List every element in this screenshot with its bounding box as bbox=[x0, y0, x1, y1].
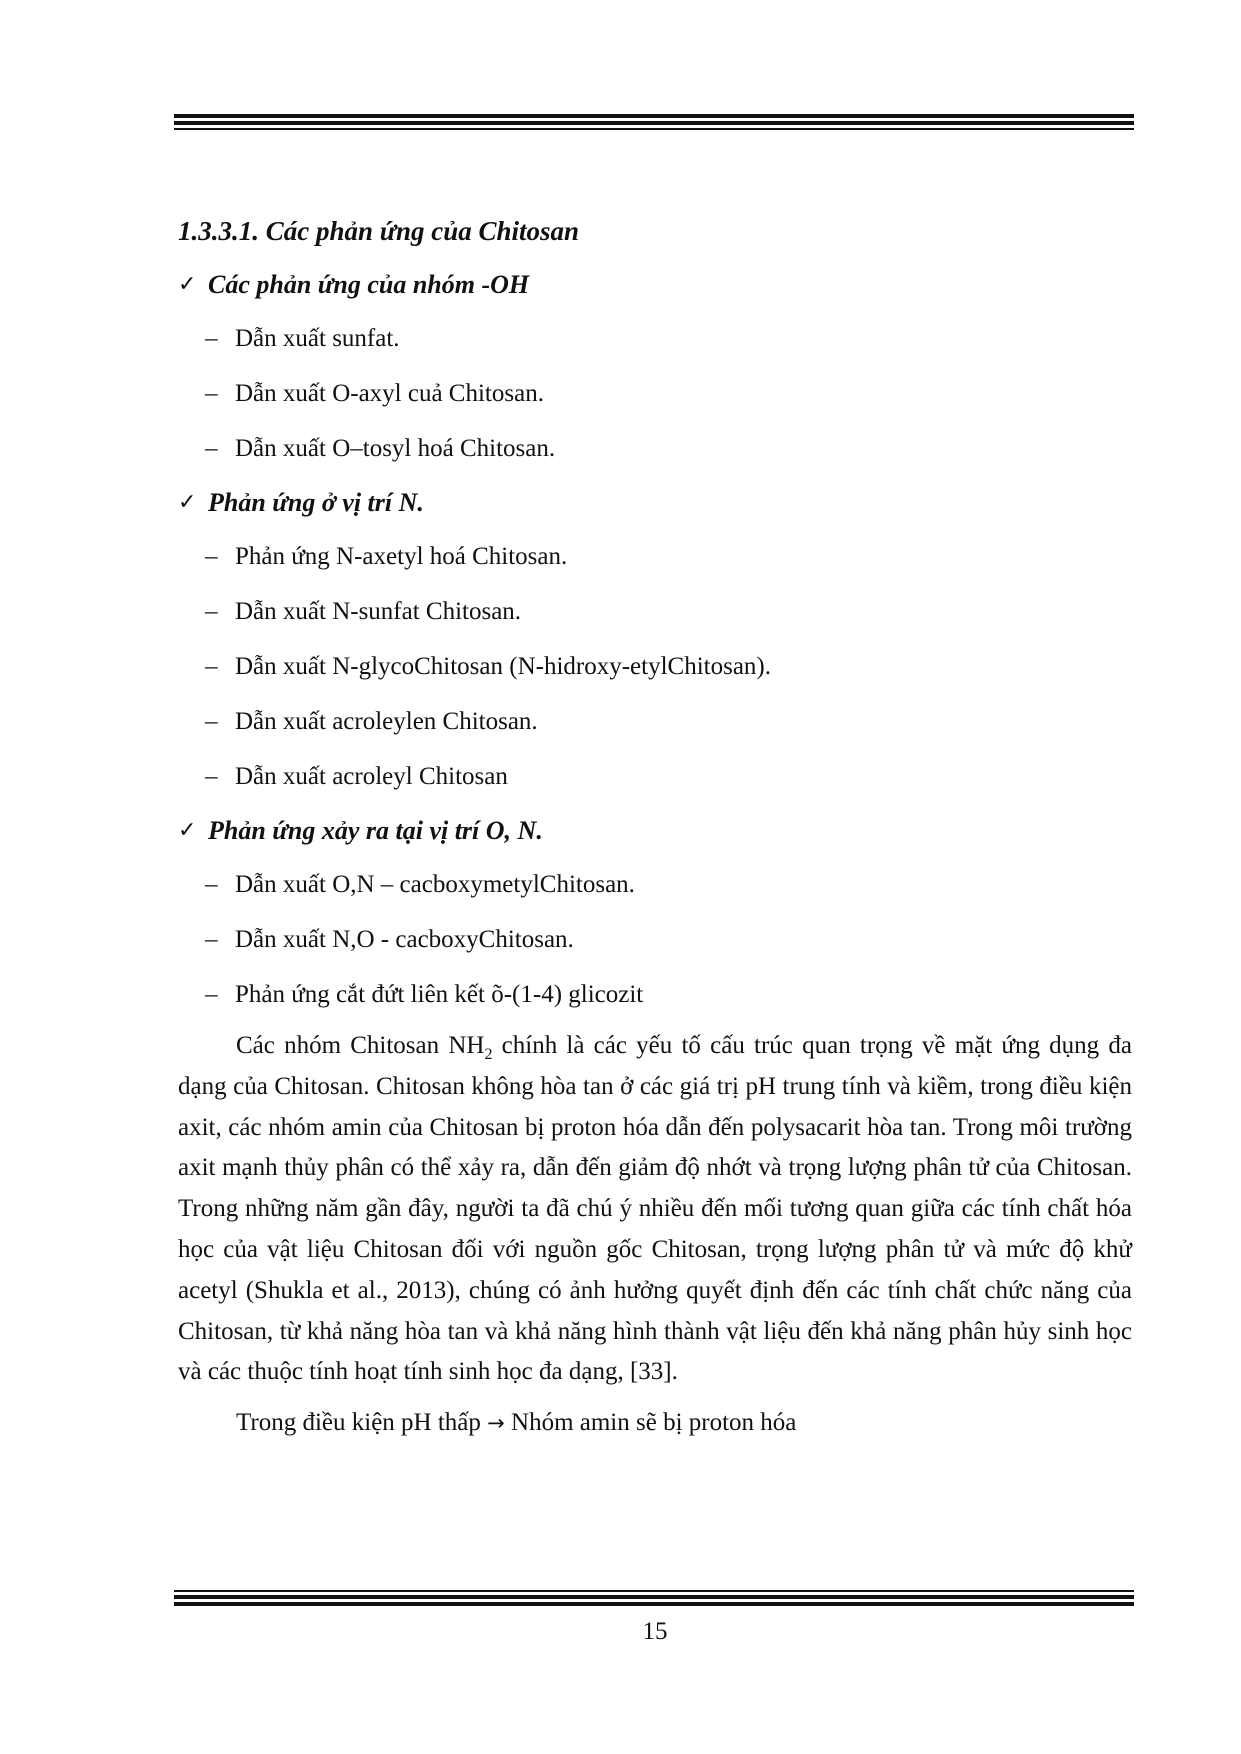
section-heading: 1.3.3.1. Các phản ứng của Chitosan bbox=[178, 216, 580, 246]
list-item: – Dẫn xuất acroleylen Chitosan. bbox=[178, 694, 1132, 749]
list-item: – Dẫn xuất O-axyl cuả Chitosan. bbox=[178, 366, 1132, 421]
check-icon: ✓ bbox=[178, 490, 197, 515]
dash-icon: – bbox=[205, 871, 218, 898]
dash-icon: – bbox=[205, 380, 218, 407]
dash-icon: – bbox=[205, 926, 218, 953]
list-item: – Phản ứng N-axetyl hoá Chitosan. bbox=[178, 529, 1132, 584]
list-item: – Dẫn xuất N-sunfat Chitosan. bbox=[178, 584, 1132, 639]
list-item: – Dẫn xuất acroleyl Chitosan bbox=[178, 749, 1132, 804]
list-item: – Phản ứng cắt đứt liên kết õ-(1-4) glicozit bbox=[178, 967, 1132, 1022]
arrow-right-icon: → bbox=[487, 1411, 505, 1436]
dash-icon: – bbox=[205, 543, 218, 570]
summary-line: Trong điều kiện pH thấp → Nhóm amin sẽ bị proton hóa bbox=[236, 1409, 797, 1437]
section-title: ✓ Phản ứng xảy ra tại vị trí O, N. bbox=[178, 804, 1132, 857]
list-item: – Dẫn xuất sunfat. bbox=[178, 311, 1132, 366]
body-paragraph: Các nhóm Chitosan $NH_2$ chính là các yếu tố cấu trúc quan trọng về mặt ứng dụng đa dạng của Chitosan. Chitosan không hòa tan ở các giá trị pH trung tính và kiềm, trong điều kiện axit, các nhóm amin của Chitosan bị proton hóa dẫn đến polysacarit hòa tan. Trong môi trường axit mạnh thủy phân có thể xảy ra, dẫn đến giảm độ nhớt và trọng lượng phân tử của Chitosan. Trong những năm gần đây, người ta đã chú ý nhiều đến mối tương quan giữa các tính chất hóa học của vật liệu Chitosan đối với nguồn gốc Chitosan, trọng lượng phân tử và mức độ khử acetyl (Shukla et al., 2013), chúng có ảnh hưởng quyết định đến các tính chất chức năng của Chitosan, từ khả năng hòa tan và khả năng hình thành vật liệu đến khả năng phân hủy sinh học và các thuộc tính hoạt tính sinh học đa dạng, [33]. bbox=[178, 1032, 1132, 1386]
footer-rule bbox=[174, 1590, 1134, 1610]
dash-icon: – bbox=[205, 653, 218, 680]
section-title: ✓ Các phản ứng của nhóm -OH bbox=[178, 258, 1132, 311]
dash-icon: – bbox=[205, 598, 218, 625]
list-item: – Dẫn xuất O,N – cacboxymetylChitosan. bbox=[178, 857, 1132, 912]
page-number: 15 bbox=[642, 1618, 668, 1645]
section-title: ✓ Phản ứng ở vị trí N. bbox=[178, 476, 1132, 529]
check-icon: ✓ bbox=[178, 272, 197, 297]
dash-icon: – bbox=[205, 325, 218, 352]
dash-icon: – bbox=[205, 708, 218, 735]
dash-icon: – bbox=[205, 981, 218, 1008]
check-icon: ✓ bbox=[178, 818, 197, 843]
list-item: – Dẫn xuất N-glycoChitosan (N-hidroxy-etylChitosan). bbox=[178, 639, 1132, 694]
page-content bbox=[178, 205, 1132, 1443]
dash-icon: – bbox=[205, 435, 218, 462]
dash-icon: – bbox=[205, 763, 218, 790]
list-item: – Dẫn xuất N,O - cacboxyChitosan. bbox=[178, 912, 1132, 967]
header-rule bbox=[174, 114, 1134, 134]
list-item: – Dẫn xuất O–tosyl hoá Chitosan. bbox=[178, 421, 1132, 476]
